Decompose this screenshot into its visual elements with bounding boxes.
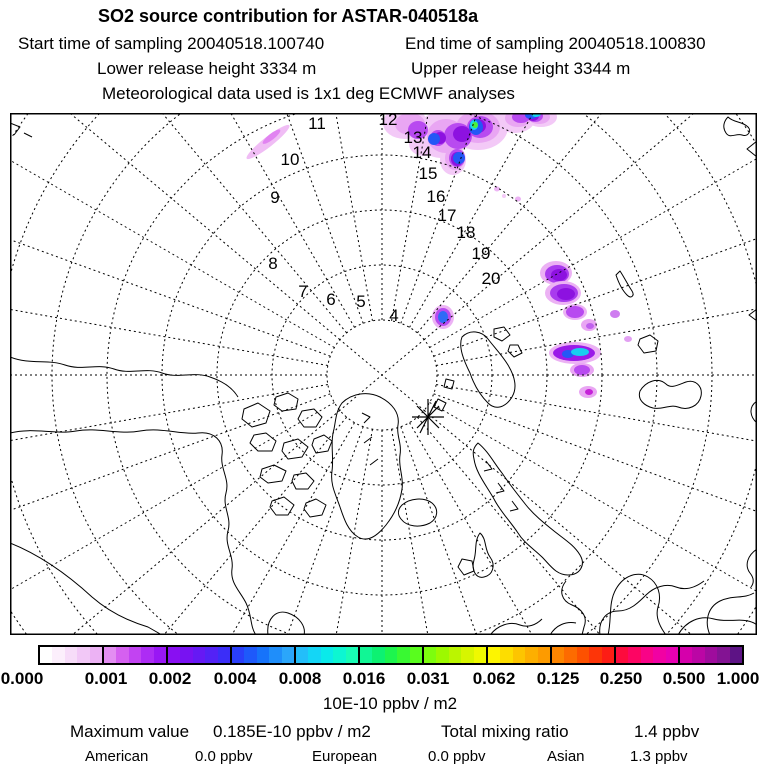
max-value-label: Maximum value	[70, 722, 190, 741]
coast-siberia	[608, 574, 757, 635]
figure-title: SO2 source contribution for ASTAR-040518a	[98, 6, 479, 26]
coast-hudson-bay	[268, 612, 305, 635]
colorbar-segment	[550, 647, 614, 663]
plume-dot	[502, 194, 506, 198]
coast-svalbard	[461, 332, 515, 407]
hour-label: 19	[471, 244, 491, 263]
colorbar-tick: 0.125	[536, 669, 580, 688]
total-ratio-value: 1.4 ppbv	[634, 722, 700, 741]
colorbar	[38, 645, 744, 665]
coast-europe-bottom	[490, 619, 576, 635]
hour-label: 12	[378, 113, 398, 129]
hour-label: 11	[308, 114, 326, 133]
coast-greenland-fjords	[362, 413, 378, 465]
coast-north-america	[10, 357, 238, 397]
coast-iceland	[398, 499, 436, 526]
hour-label: 6	[326, 290, 336, 309]
polar-map	[10, 113, 757, 635]
colorbar-units-label: 10E-10 ppbv / m2	[322, 694, 458, 713]
start-time-text: Start time of sampling 20040518.100740	[18, 34, 325, 53]
graticule	[10, 113, 757, 635]
hour-label: 7	[298, 282, 308, 301]
coast-west	[10, 543, 162, 635]
total-ratio-label: Total mixing ratio	[441, 722, 569, 741]
colorbar-tick: 0.031	[406, 669, 450, 688]
european-value: 0.0 ppbv	[428, 748, 486, 765]
american-label: American	[85, 748, 149, 765]
colorbar-tick: 0.002	[148, 669, 192, 688]
asian-label: Asian	[547, 748, 585, 765]
lower-release-text: Lower release height 3334 m	[97, 59, 317, 78]
colorbar-segment	[614, 647, 678, 663]
colorbar-tick: 0.016	[342, 669, 386, 688]
canadian-archipelago	[242, 393, 332, 517]
plume-dot	[494, 187, 500, 192]
coastlines	[10, 117, 757, 635]
map-frame	[11, 114, 757, 635]
coast-ireland	[458, 559, 474, 575]
coast-arctic-islands	[638, 335, 701, 408]
hour-label: 5	[356, 292, 366, 311]
colorbar-tick: 0.004	[213, 669, 257, 688]
plume-blob-blue-core	[432, 305, 454, 329]
hour-label: 18	[456, 223, 476, 242]
hour-label: 13	[403, 128, 423, 147]
colorbar-segment	[166, 647, 230, 663]
colorbar-segment	[102, 647, 166, 663]
hour-label: 15	[418, 164, 438, 183]
so2-plume-field	[244, 113, 632, 398]
colorbar-segment	[294, 647, 358, 663]
european-label: European	[312, 748, 378, 765]
coast-russia-right	[707, 549, 757, 635]
colorbar-segment	[358, 647, 422, 663]
american-value: 0.0 ppbv	[195, 748, 253, 765]
hour-label: 16	[426, 187, 446, 206]
colorbar-tick: 0.000	[0, 669, 44, 688]
colorbar-tick: 0.001	[84, 669, 128, 688]
asian-value: 1.3 ppbv	[630, 748, 688, 765]
coast-svalbard-islands	[434, 327, 522, 411]
hour-label: 9	[270, 188, 280, 207]
hour-label: 4	[389, 306, 399, 325]
coast-top-right	[724, 117, 757, 157]
met-data-text: Meteorological data used is 1x1 deg ECMWF analyses	[102, 84, 515, 103]
hour-label: 20	[481, 269, 501, 288]
hour-label: 10	[280, 150, 300, 169]
colorbar-segment	[40, 647, 102, 663]
coast-novaya-zemlya	[616, 271, 633, 297]
colorbar-tick: 0.250	[599, 669, 643, 688]
colorbar-segment	[486, 647, 550, 663]
colorbar-tick: 1.000	[716, 669, 760, 688]
coast-na-mainland	[10, 430, 256, 635]
max-value: 0.185E-10 ppbv / m2	[213, 722, 371, 741]
colorbar-tick: 0.500	[662, 669, 706, 688]
hour-label: 8	[268, 254, 278, 273]
upper-release-text: Upper release height 3344 m	[411, 59, 631, 78]
colorbar-segment	[422, 647, 486, 663]
colorbar-tick: 0.062	[472, 669, 516, 688]
coast-norway-fjords	[484, 461, 518, 511]
coast-scandinavia	[473, 443, 582, 575]
hour-label: 14	[412, 143, 432, 162]
end-time-text: End time of sampling 20040518.100830	[405, 34, 706, 53]
coast-baltic	[562, 581, 704, 635]
colorbar-segment	[230, 647, 294, 663]
hour-label: 17	[437, 206, 457, 225]
colorbar-tick: 0.008	[278, 669, 322, 688]
colorbar-segment	[678, 647, 742, 663]
